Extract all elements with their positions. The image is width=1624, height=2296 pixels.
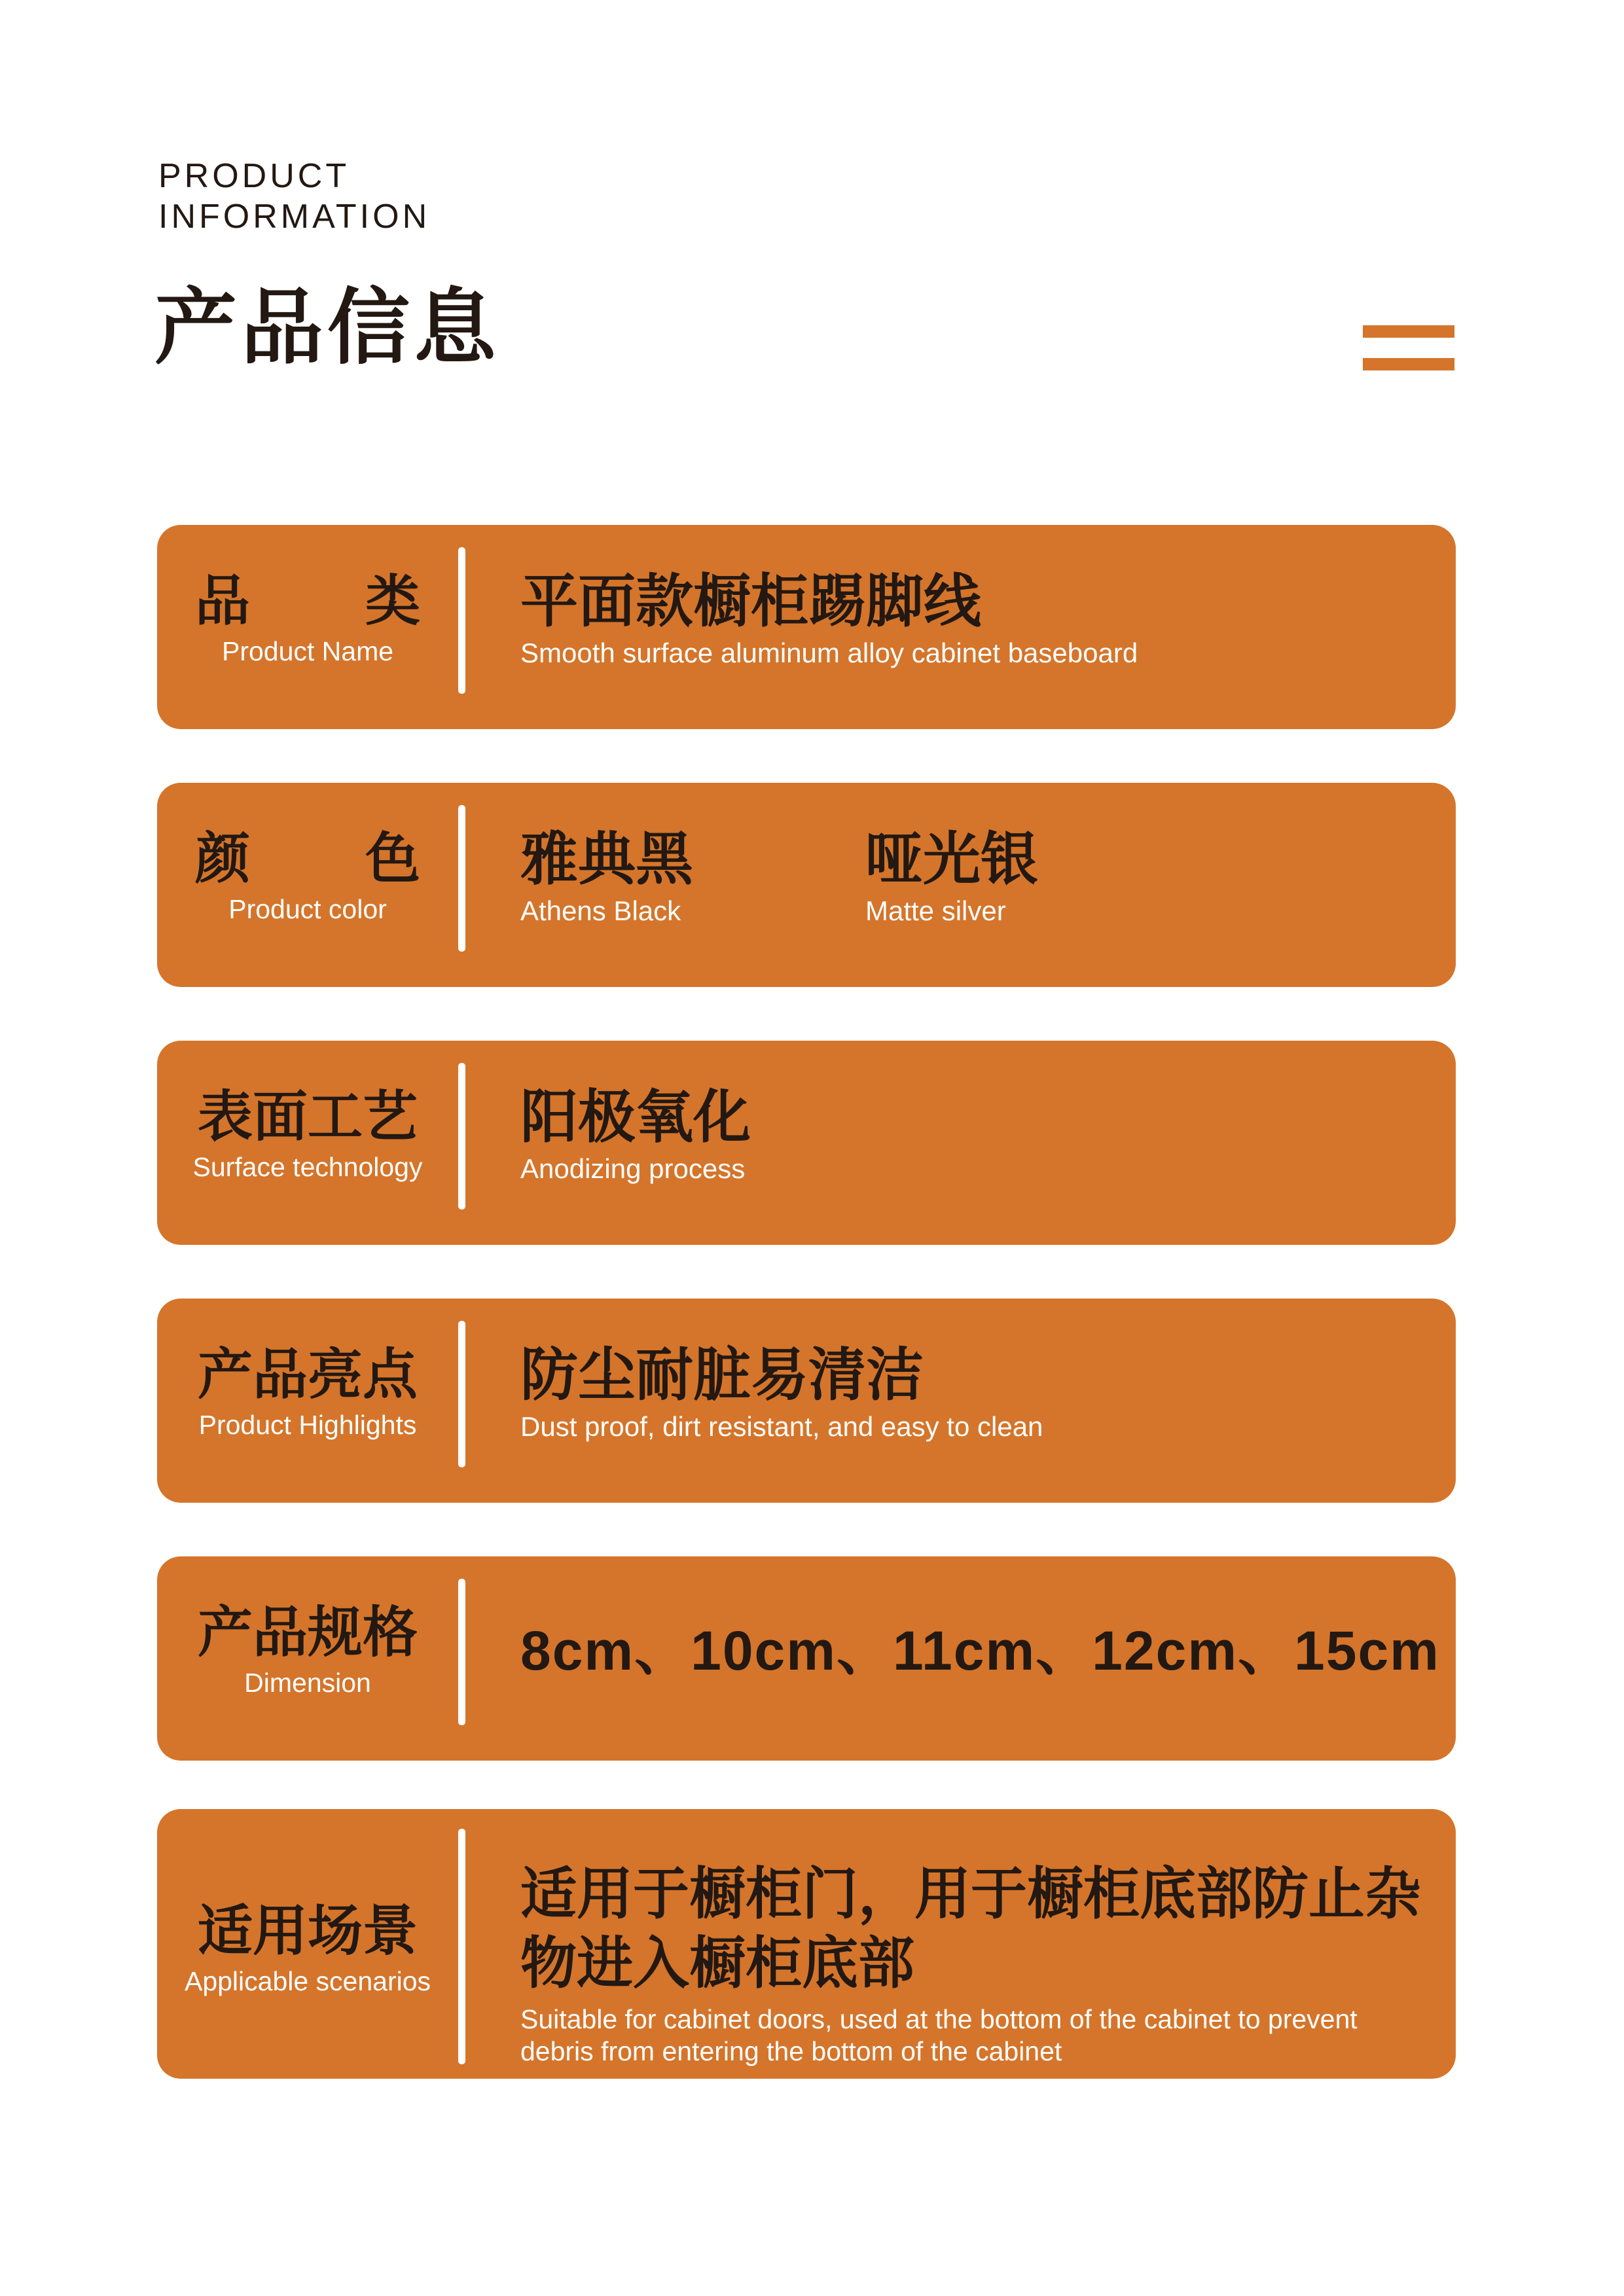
color-options-row bbox=[520, 827, 1436, 927]
value-zh: 哑光银 bbox=[865, 826, 1039, 891]
vertical-divider bbox=[458, 547, 465, 694]
vertical-divider bbox=[458, 1321, 465, 1467]
card-value-block bbox=[465, 1033, 1436, 1237]
value-zh: 8cm、10cm、11cm、12cm、15cm bbox=[520, 1619, 1440, 1681]
value-en-line1: Suitable for cabinet doors, used at the bottom of the cabinet to prevent bbox=[520, 2004, 1358, 2035]
card-value-block bbox=[465, 517, 1436, 721]
card-value-block bbox=[465, 1829, 1436, 2098]
card-dimension bbox=[157, 1556, 1456, 1761]
color-option bbox=[865, 827, 1038, 927]
page-title: 产品信息 bbox=[154, 281, 500, 374]
value-en-line2: debris from entering the bottom of the cabinet bbox=[520, 2036, 1062, 2066]
label-zh bbox=[195, 830, 420, 888]
card-applicable-scenarios bbox=[157, 1809, 1456, 2079]
card-value-block bbox=[465, 775, 1436, 979]
color-option bbox=[520, 827, 865, 927]
value-zh: 阳极氧化 bbox=[520, 1084, 751, 1149]
label-en: Product color bbox=[228, 893, 387, 924]
value-en: Dust proof, dirt resistant, and easy to clean bbox=[520, 1411, 1043, 1443]
value-en: Smooth surface aluminum alloy cabinet baseboard bbox=[520, 637, 1138, 669]
card-surface-technology bbox=[157, 1041, 1456, 1245]
label-zh: 适用场景 bbox=[197, 1900, 418, 1962]
eyebrow-line2: INFORMATION bbox=[158, 198, 431, 236]
card-product-color bbox=[157, 783, 1456, 987]
vertical-divider bbox=[458, 805, 465, 952]
label-en: Product Highlights bbox=[198, 1409, 417, 1440]
label-zh-char: 类 bbox=[365, 570, 420, 632]
card-value-block bbox=[465, 1549, 1440, 1753]
value-zh-line1: 适用于橱柜门，用于橱柜底部防止杂 bbox=[520, 1862, 1421, 1926]
card-product-highlights bbox=[157, 1299, 1456, 1503]
value-en: Anodizing process bbox=[520, 1153, 746, 1185]
eyebrow-line1: PRODUCT bbox=[158, 157, 350, 195]
value-zh: 防尘耐脏易清洁 bbox=[520, 1342, 924, 1407]
label-en: Applicable scenarios bbox=[184, 1965, 431, 1996]
label-zh-char: 色 bbox=[365, 828, 420, 890]
value-zh: 雅典黑 bbox=[520, 826, 694, 891]
vertical-divider bbox=[458, 1063, 465, 1210]
card-product-name bbox=[157, 525, 1456, 729]
value-en: Matte silver bbox=[865, 895, 1006, 927]
card-value-block bbox=[465, 1291, 1436, 1495]
label-zh bbox=[195, 572, 420, 630]
label-zh-char: 颜 bbox=[195, 828, 251, 890]
vertical-divider bbox=[458, 1579, 465, 1725]
label-zh: 表面工艺 bbox=[197, 1086, 418, 1148]
value-zh: 平面款橱柜踢脚线 bbox=[520, 568, 982, 634]
card-label-block bbox=[157, 1814, 458, 2084]
label-en: Dimension bbox=[244, 1667, 371, 1698]
label-en: Surface technology bbox=[192, 1151, 423, 1182]
card-label-block bbox=[157, 1033, 458, 1237]
label-zh: 产品规格 bbox=[197, 1602, 418, 1664]
value-zh-line2: 物进入橱柜底部 bbox=[520, 1931, 914, 1995]
card-label-block bbox=[157, 1549, 458, 1753]
value-en: Athens Black bbox=[520, 895, 681, 927]
eyebrow-heading bbox=[158, 156, 430, 237]
bar-top bbox=[1363, 325, 1454, 338]
card-label-block bbox=[157, 1291, 458, 1495]
bar-bottom bbox=[1363, 358, 1454, 370]
card-label-block bbox=[157, 517, 458, 721]
vertical-divider bbox=[458, 1829, 465, 2064]
label-en: Product Name bbox=[221, 636, 394, 666]
label-zh: 产品亮点 bbox=[197, 1344, 418, 1406]
label-zh-char: 品 bbox=[195, 570, 251, 632]
double-bars-icon bbox=[1363, 325, 1454, 370]
card-label-block bbox=[157, 775, 458, 979]
